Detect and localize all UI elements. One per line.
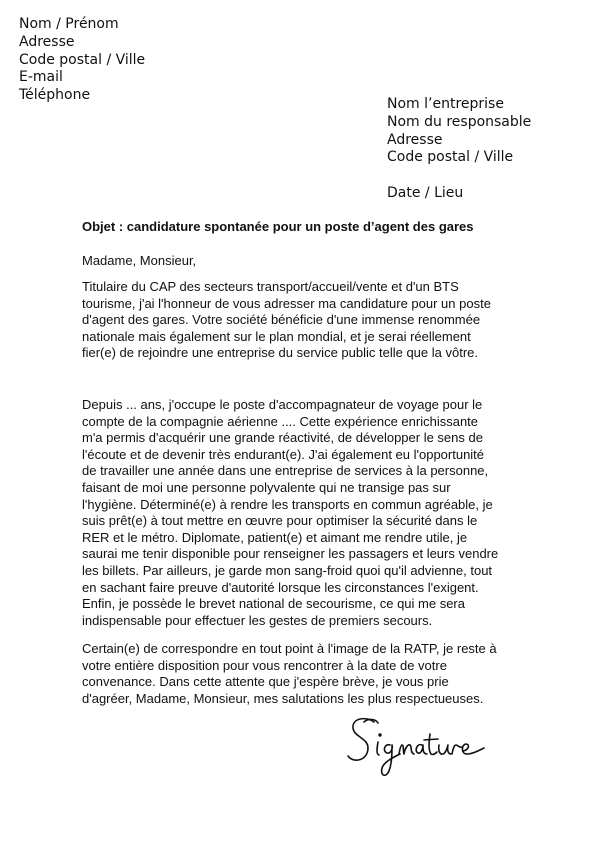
paragraph-experience: Depuis ... ans, j'occupe le poste d'accompagnateur de voyage pour le compte de la compagnie aérienne .... Cette expérience enrichissante m'a permis d'acquérir une grande réactivité, de développer le sens de l'écoute et de devenir très endurant(e). J'ai également eu l'opportunité de travailler une année dans une entreprise de services à la personne, faisant de moi une personne polyvalente qui ne transige pas sur l'hygiène. Déterminé(e) à rendre les transports en commun agréable, je suis prêt(e) à tout mettre en œuvre pour optimiser la sécurité dans le RER et le métro. Diplomate, patient(e) et aimant me rendre utile, je saurai me tenir disponible pour renseigner les passagers et leurs vendre les billets. Par ailleurs, je garde mon sang-froid quoi qu'il advienne, tout en sachant faire preuve d'autorité lorsque les circonstances l'exigent. Enfin, je possède le brevet national de secourisme, ce qui me sera indispensable pour effectuer les gestes de premiers secours. xyxy=(82,397,499,628)
signature-image xyxy=(344,708,489,783)
paragraph-closing: Certain(e) de correspondre en tout point à l'image de la RATP, je reste à votre entière disposition pour vous rencontrer à la date de votre convenance. Dans cette attente que j'espère brève, je vous prie d'agréer, Madame, Monsieur, mes salutations les plus respectueuses. xyxy=(82,641,497,706)
sender-email: E-mail xyxy=(19,69,63,86)
recipient-postal-city: Code postal / Ville xyxy=(387,149,514,166)
recipient-block xyxy=(387,96,531,167)
recipient-manager: Nom du responsable xyxy=(387,113,532,130)
letter-subject: Objet : candidature spontanée pour un poste d’agent des gares xyxy=(82,219,474,234)
sender-block xyxy=(19,16,145,105)
sender-phone: Téléphone xyxy=(19,87,91,104)
letter-greeting: Madame, Monsieur, xyxy=(82,253,197,268)
sender-name: Nom / Prénom xyxy=(19,16,119,32)
date-place: Date / Lieu xyxy=(387,185,464,201)
sender-postal-city: Code postal / Ville xyxy=(19,51,146,68)
paragraph-intro: Titulaire du CAP des secteurs transport/accueil/vente et d'un BTS tourisme, j'ai l'honneur de vous adresser ma candidature pour un poste d'agent des gares. Votre société bénéficie d'une immense renommée nationale mais également sur le plan mondial, et je serai réellement fier(e) de rejoindre une entreprise du service public telle que la vôtre. xyxy=(82,279,491,361)
sender-address: Adresse xyxy=(19,33,75,50)
recipient-company: Nom l’entreprise xyxy=(387,96,504,112)
recipient-address: Adresse xyxy=(387,131,443,148)
